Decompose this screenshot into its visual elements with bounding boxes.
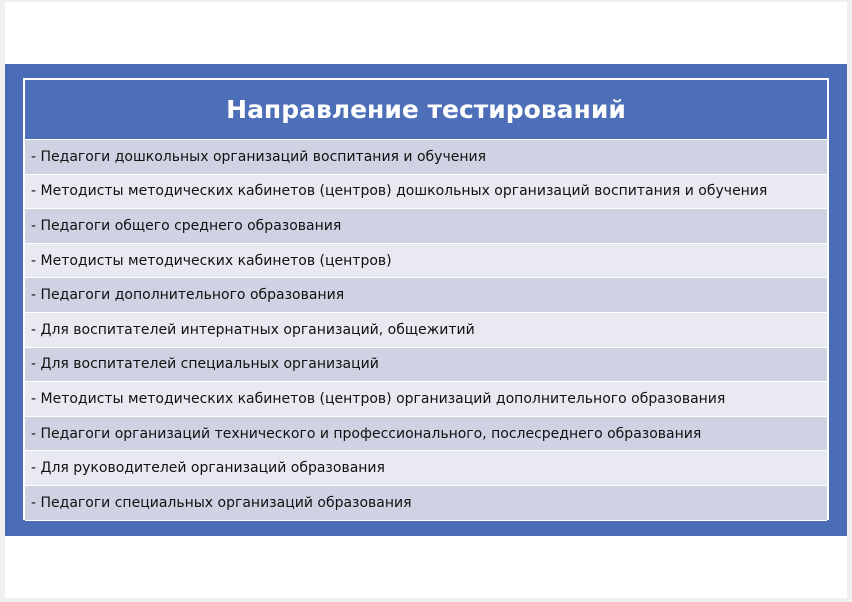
- table-row: - Методисты методических кабинетов (центров) дошкольных организаций воспитания и обучения: [25, 175, 827, 210]
- table-row: - Педагоги специальных организаций образования: [25, 486, 827, 521]
- table-rows: [25, 140, 827, 521]
- table-row: - Педагоги организаций технического и профессионального, послесреднего образования: [25, 417, 827, 452]
- table-row: - Педагоги дошкольных организаций воспитания и обучения: [25, 140, 827, 175]
- table-row: - Для воспитателей специальных организаций: [25, 348, 827, 383]
- table-row: - Методисты методических кабинетов (центров): [25, 244, 827, 279]
- table-row: - Педагоги дополнительного образования: [25, 278, 827, 313]
- table-row: - Для воспитателей интернатных организаций, общежитий: [25, 313, 827, 348]
- table-row: - Для руководителей организаций образования: [25, 451, 827, 486]
- blue-band: [5, 64, 847, 536]
- testing-directions-table: [23, 78, 829, 520]
- table-title: Направление тестирований: [25, 80, 827, 140]
- slide: [5, 2, 847, 598]
- table-row: - Педагоги общего среднего образования: [25, 209, 827, 244]
- table-row: - Методисты методических кабинетов (центров) организаций дополнительного образования: [25, 382, 827, 417]
